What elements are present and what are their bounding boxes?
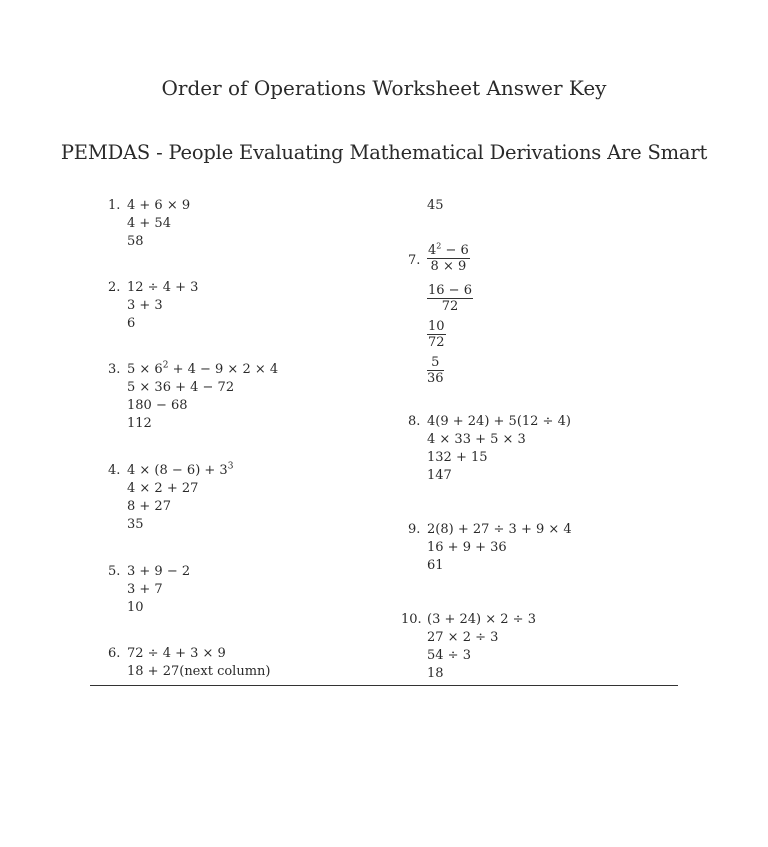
problem-6-number: 6. bbox=[108, 646, 121, 661]
problem-1-number: 1. bbox=[108, 198, 121, 213]
problem-10-step: 54 ÷ 3 bbox=[427, 648, 471, 663]
problem-3-step: 180 − 68 bbox=[127, 398, 188, 413]
worksheet-subtitle: PEMDAS - People Evaluating Mathematical Derivations Are Smart bbox=[60, 141, 708, 164]
problem-6-expression: 72 ÷ 4 + 3 × 9 bbox=[127, 646, 226, 661]
problem-8-expression: 4(9 + 24) + 5(12 ÷ 4) bbox=[427, 414, 571, 429]
problem-9-expression: 2(8) + 27 ÷ 3 + 9 × 4 bbox=[427, 522, 572, 537]
problem-5-step: 3 + 7 bbox=[127, 582, 163, 597]
problem-4-answer: 35 bbox=[127, 517, 144, 532]
problem-6-step: 18 + 27(next column) bbox=[127, 664, 271, 679]
problem-10-number: 10. bbox=[401, 612, 422, 627]
problem-4-expression: $4 \times (8 - 6) + 3^3$ bbox=[127, 461, 234, 478]
problem-3-number: 3. bbox=[108, 362, 121, 377]
problem-3-step: 5 × 36 + 4 − 72 bbox=[127, 380, 235, 395]
problem-1-step: 4 + 54 bbox=[127, 216, 171, 231]
problem-2-step: 3 + 3 bbox=[127, 298, 163, 313]
problem-6-answer: 45 bbox=[427, 198, 444, 213]
problem-10-step: 27 × 2 ÷ 3 bbox=[427, 630, 499, 645]
problem-8-answer: 147 bbox=[427, 468, 452, 483]
problem-7-answer: $\frac{5}{36}$ bbox=[427, 355, 444, 386]
problem-4-step: 8 + 27 bbox=[127, 499, 171, 514]
problem-2-answer: 6 bbox=[127, 316, 136, 331]
problem-8-step: 4 × 33 + 5 × 3 bbox=[427, 432, 526, 447]
problem-4-number: 4. bbox=[108, 463, 121, 478]
problem-2-number: 2. bbox=[108, 280, 121, 295]
problem-2-expression: 12 ÷ 4 + 3 bbox=[127, 280, 199, 295]
problem-1-answer: 58 bbox=[127, 234, 144, 249]
problem-7-expression: $\frac{4^2 - 6}{8 \times 9}$ bbox=[428, 241, 469, 274]
problem-1-expression: 4 + 6 × 9 bbox=[127, 198, 191, 213]
problem-7-number: 7. bbox=[408, 253, 421, 268]
problem-9-number: 9. bbox=[408, 522, 421, 537]
problem-7-step: $\frac{10}{72}$ bbox=[428, 319, 445, 350]
bottom-rule bbox=[90, 685, 678, 686]
problem-5-answer: 10 bbox=[127, 600, 144, 615]
problem-3-answer: 112 bbox=[127, 416, 152, 431]
problem-8-number: 8. bbox=[408, 414, 421, 429]
problem-7-step: $\frac{16 - 6}{72}$ bbox=[428, 283, 472, 314]
problem-5-expression: 3 + 9 − 2 bbox=[127, 564, 191, 579]
problem-3-expression: $5 \times 6^2 + 4 - 9 \times 2 \times 4$ bbox=[127, 360, 279, 377]
problem-8-step: 132 + 15 bbox=[427, 450, 488, 465]
problem-5-number: 5. bbox=[108, 564, 121, 579]
problem-9-step: 16 + 9 + 36 bbox=[427, 540, 507, 555]
worksheet-title: Order of Operations Worksheet Answer Key bbox=[161, 76, 607, 100]
problem-10-expression: (3 + 24) × 2 ÷ 3 bbox=[427, 612, 536, 627]
problem-10-answer: 18 bbox=[427, 666, 444, 681]
problem-4-step: 4 × 2 + 27 bbox=[127, 481, 199, 496]
problem-9-answer: 61 bbox=[427, 558, 444, 573]
